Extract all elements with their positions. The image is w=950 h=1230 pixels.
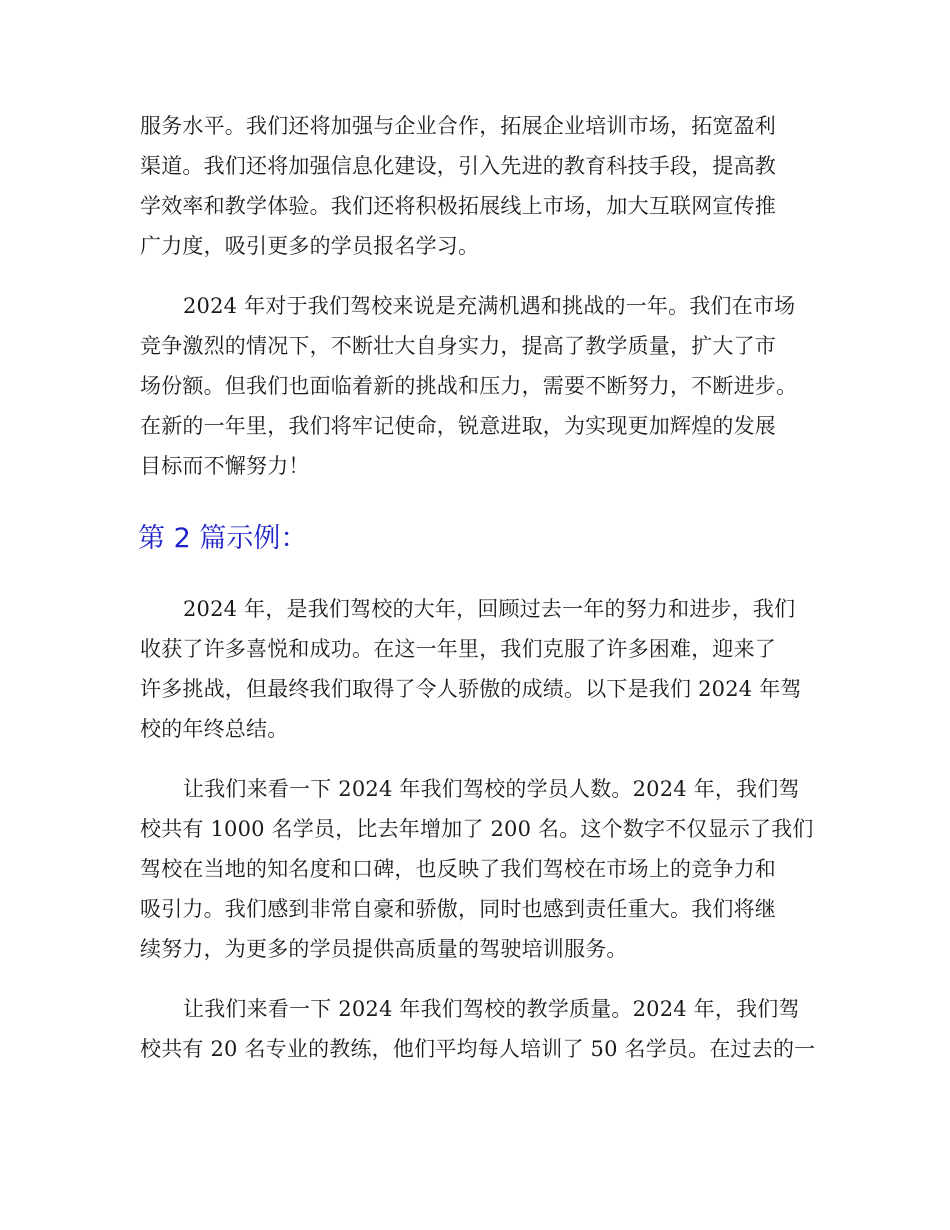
text-line: 驾校在当地的知名度和口碑，也反映了我们驾校在市场上的竞争力和 [140, 857, 776, 881]
text-line: 2024 年对于我们驾校来说是充满机遇和挑战的一年。我们在市场 [183, 294, 796, 318]
text-line: 广力度，吸引更多的学员报名学习。 [140, 234, 480, 258]
text-line: 许多挑战，但最终我们取得了令人骄傲的成绩。以下是我们 2024 年驾 [140, 677, 802, 701]
text-line: 续努力，为更多的学员提供高质量的驾驶培训服务。 [140, 937, 628, 961]
text-line: 让我们来看一下 2024 年我们驾校的教学质量。2024 年，我们驾 [183, 997, 800, 1021]
text-line: 学效率和教学体验。我们还将积极拓展线上市场，加大互联网宣传推 [140, 194, 776, 218]
text-line: 渠道。我们还将加强信息化建设，引入先进的教育科技手段，提高教 [140, 154, 776, 178]
text-line: 2024 年，是我们驾校的大年，回顾过去一年的努力和进步，我们 [183, 597, 796, 621]
text-line: 服务水平。我们还将加强与企业合作，拓展企业培训市场，拓宽盈利 [140, 114, 776, 138]
text-line: 在新的一年里，我们将牢记使命，锐意进取，为实现更加辉煌的发展 [140, 414, 776, 438]
text-line: 竞争激烈的情况下，不断壮大自身实力，提高了教学质量，扩大了市 [140, 334, 776, 358]
text-line: 收获了许多喜悦和成功。在这一年里，我们克服了许多困难，迎来了 [140, 637, 776, 661]
text-line: 吸引力。我们感到非常自豪和骄傲，同时也感到责任重大。我们将继 [140, 897, 776, 921]
text-line: 场份额。但我们也面临着新的挑战和压力，需要不断努力，不断进步。 [140, 374, 798, 398]
text-line: 校共有 1000 名学员，比去年增加了 200 名。这个数字不仅显示了我们 [140, 817, 814, 841]
section-heading: 第 2 篇示例： [138, 523, 308, 554]
text-line: 目标而不懈努力！ [140, 454, 310, 478]
text-line: 让我们来看一下 2024 年我们驾校的学员人数。2024 年，我们驾 [183, 777, 800, 801]
text-line: 校共有 20 名专业的教练，他们平均每人培训了 50 名学员。在过去的一 [140, 1037, 816, 1061]
text-line: 校的年终总结。 [140, 717, 289, 741]
